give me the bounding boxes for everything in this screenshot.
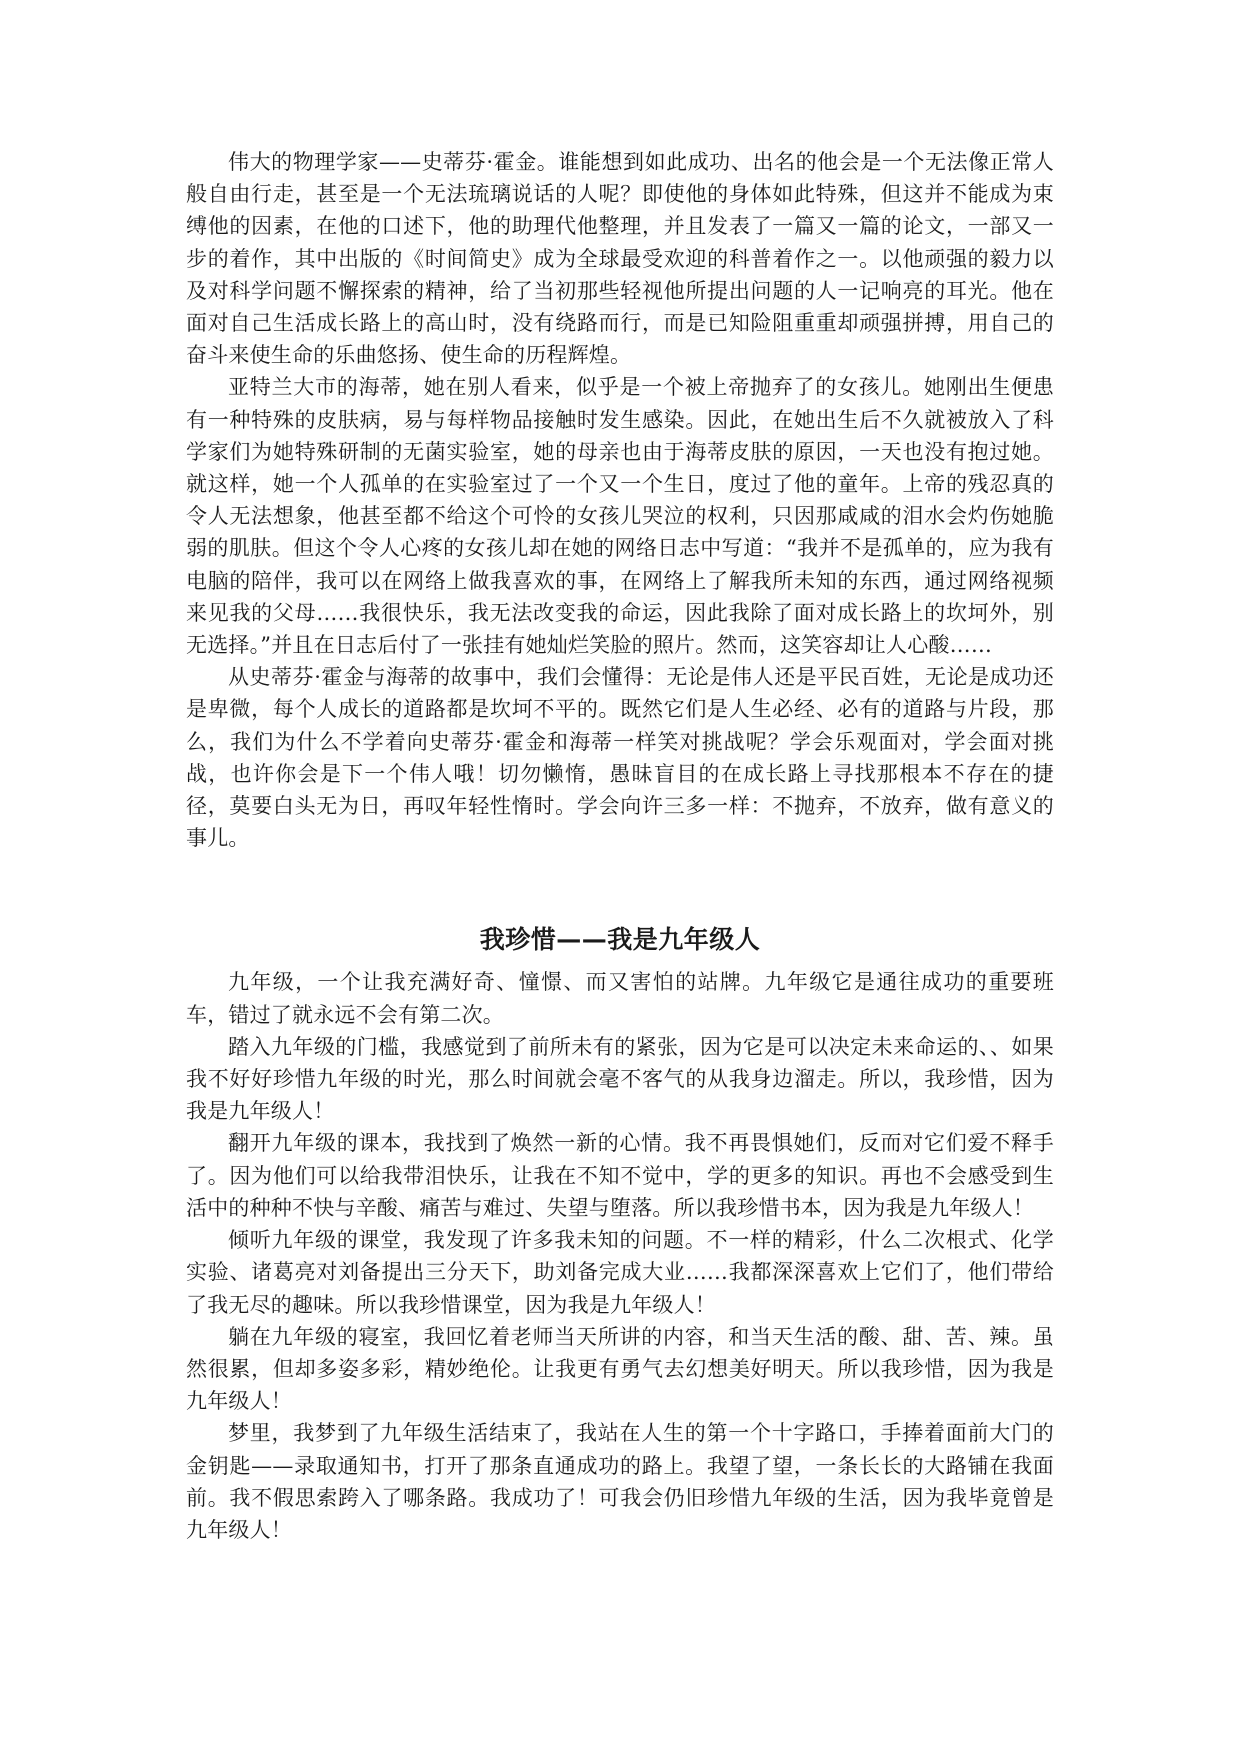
paragraph-hawking: 伟大的物理学家——史蒂芬·霍金。谁能想到如此成功、出名的他会是一个无法像正常人般自由行走，甚至是一个无法琉璃说话的人呢？即使他的身体如此特殊，但这并不能成为束缚他的因素，在他的口述下，他的助理代他整理，并且发表了一篇又一篇的论文，一部又一步的着作，其中出版的《时间简史》成为全球最受欢迎的科普着作之一。以他顽强的毅力以及对科学问题不懈探索的精神，给了当初那些轻视他所提出问题的人一记响亮的耳光。他在面对自己生活成长路上的高山时，没有绕路而行，而是已知险阻重重却顽强拼搏，用自己的奋斗来使生命的乐曲悠扬、使生命的历程辉煌。 (186, 150, 1054, 368)
paragraph-ninth-grade-threshold: 踏入九年级的门槛，我感觉到了前所未有的紧张，因为它是可以决定未来命运的、、如果我不好好珍惜九年级的时光，那么时间就会毫不客气的从我身边溜走。所以，我珍惜，因为我是九年级人！ (186, 1034, 1054, 1124)
paragraph-ninth-grade-textbook: 翻开九年级的课本，我找到了焕然一新的心情。我不再畏惧她们，反而对它们爱不释手了。因为他们可以给我带泪快乐，让我在不知不觉中，学的更多的知识。再也不会感受到生活中的种种不快与辛酸、痛苦与难过、失望与堕落。所以我珍惜书本，因为我是九年级人！ (186, 1131, 1054, 1220)
paragraph-ninth-grade-dream: 梦里，我梦到了九年级生活结束了，我站在人生的第一个十字路口，手捧着面前大门的金钥匙——录取通知书，打开了那条直通成功的路上。我望了望，一条长长的大路铺在我面前。我不假思索跨入了哪条路。我成功了！可我会仍旧珍惜九年级的生活，因为我毕竟曾是九年级人！ (186, 1421, 1054, 1542)
essay-title: 我珍惜——我是九年级人 (479, 925, 761, 955)
paragraph-ninth-grade-classroom: 倾听九年级的课堂，我发现了许多我未知的问题。不一样的精彩，什么二次根式、化学实验、诸葛亮对刘备提出三分天下，助刘备完成大业……我都深深喜欢上它们了，他们带给了我无尽的趣味。所以我珍惜课堂，因为我是九年级人！ (186, 1228, 1054, 1317)
document-page (186, 146, 1054, 1546)
paragraph-heidi: 亚特兰大市的海蒂，她在别人看来，似乎是一个被上帝抛弃了的女孩儿。她刚出生便患有一种特殊的皮肤病，易与每样物品接触时发生感染。因此，在她出生后不久就被放入了科学家们为她特殊研制的无菌实验室，她的母亲也由于海蒂皮肤的原因，一天也没有抱过她。就这样，她一个人孤单的在实验室过了一个又一个生日，度过了他的童年。上帝的残忍真的令人无法想象，他甚至都不给这个可怜的女孩儿哭泣的权利，只因那咸咸的泪水会灼伤她脆弱的肌肤。但这个令人心疼的女孩儿却在她的网络日志中写道：“我并不是孤单的，应为我有电脑的陪伴，我可以在网络上做我喜欢的事，在网络上了解我所未知的东西，通过网络视频来见我的父母……我很快乐，我无法改变我的命运，因此我除了面对成长路上的坎坷外，别无选择。”并且在日志后付了一张挂有她灿烂笑脸的照片。然而，这笑容却让人心酸…… (186, 375, 1054, 658)
paragraph-conclusion: 从史蒂芬·霍金与海蒂的故事中，我们会懂得：无论是伟人还是平民百姓，无论是成功还是卑微，每个人成长的道路都是坎坷不平的。既然它们是人生必经、必有的道路与片段，那么，我们为什么不学着向史蒂芬·霍金和海蒂一样笑对挑战呢？学会乐观面对，学会面对挑战，也许你会是下一个伟人哦！切勿懒惰，愚昧盲目的在成长路上寻找那根本不存在的捷径，莫要白头无为日，再叹年轻性惰时。学会向许三多一样：不抛弃，不放弃，做有意义的事儿。 (186, 665, 1054, 851)
section-spacer (186, 854, 1054, 920)
paragraph-ninth-grade-intro: 九年级，一个让我充满好奇、憧憬、而又害怕的站牌。九年级它是通往成功的重要班车，错过了就永远不会有第二次。 (186, 970, 1054, 1027)
paragraph-ninth-grade-dorm: 躺在九年级的寝室，我回忆着老师当天所讲的内容，和当天生活的酸、甜、苦、辣。虽然很累，但却多姿多彩，精妙绝伦。让我更有勇气去幻想美好明天。所以我珍惜，因为我是九年级人！ (186, 1324, 1054, 1414)
